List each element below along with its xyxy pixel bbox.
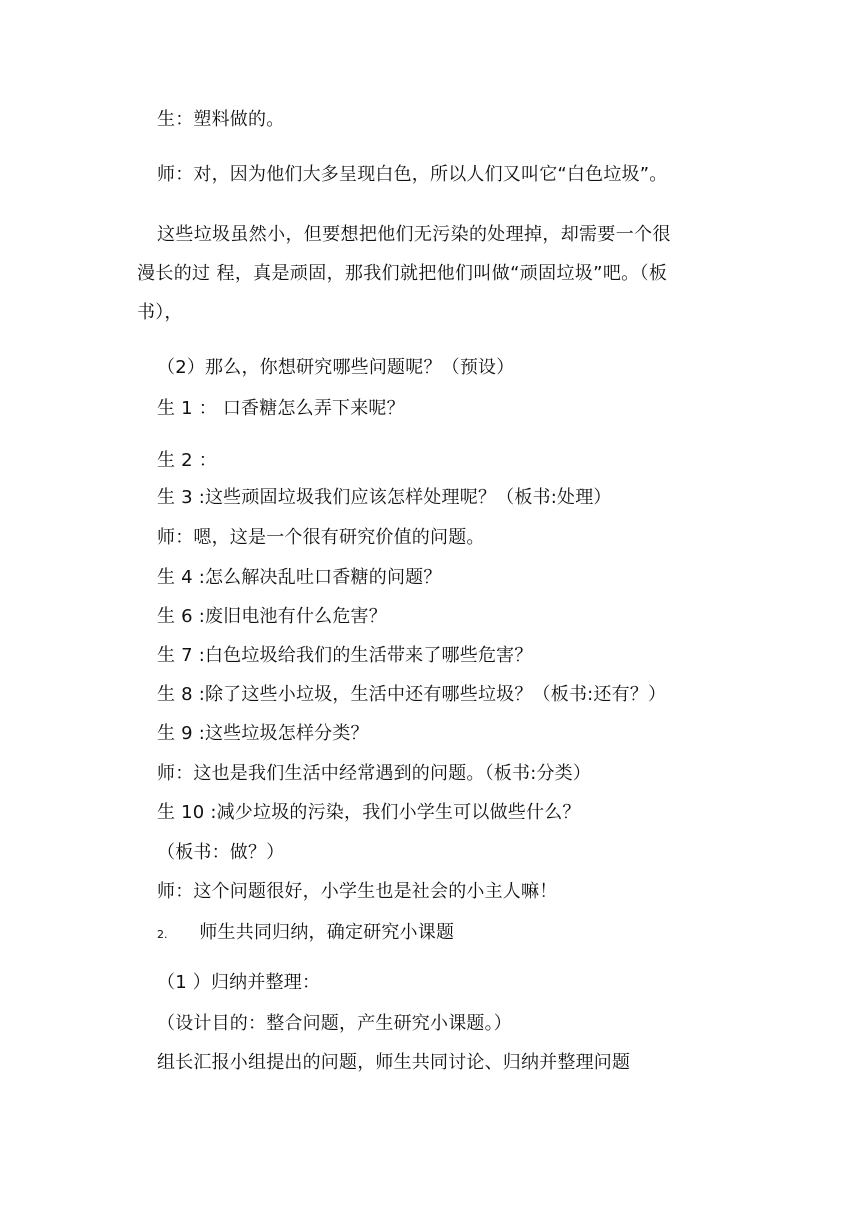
board-note-line: （板书：做？） xyxy=(157,842,285,863)
teacher-response-line-3: 师：这个问题很好，小学生也是社会的小主人嘛！ xyxy=(157,881,558,902)
numbered-item-2 xyxy=(157,922,454,946)
student-answer-line: 生：塑料做的。 xyxy=(157,109,285,130)
teacher-white-garbage-line: 师：对，因为他们大多呈现白色，所以人们又叫它“白色垃圾”。 xyxy=(157,164,668,185)
paragraph-line-2: 漫长的过 程，真是顽固，那我们就把他们叫做“顽固垃圾”吧。（板 xyxy=(137,263,668,284)
student-4-line: 生 4 :怎么解决乱吐口香糖的问题？ xyxy=(157,567,442,588)
numbered-item-text: 师生共同归纳，确定研究小课题 xyxy=(199,922,455,943)
student-6-line: 生 6 :废旧电池有什么危害？ xyxy=(157,606,387,627)
paragraph-line-1: 这些垃圾虽然小，但要想把他们无污染的处理掉，却需要一个很 xyxy=(157,224,671,245)
summary-line: 组长汇报小组提出的问题，师生共同讨论、归纳并整理问题 xyxy=(157,1052,631,1073)
design-purpose-line: （设计目的：整合问题，产生研究小课题。） xyxy=(157,1013,512,1034)
teacher-response-line-1: 师：嗯，这是一个很有研究价值的问题。 xyxy=(157,527,485,548)
student-7-line: 生 7 :白色垃圾给我们的生活带来了哪些危害？ xyxy=(157,645,533,666)
paragraph-line-3: 书）， xyxy=(137,302,183,323)
student-2-line: 生 2 ： xyxy=(157,450,217,471)
student-1-line: 生 1 ： 口香糖怎么弄下来呢？ xyxy=(157,398,405,419)
question-heading: （2）那么，你想研究哪些问题呢？（预设） xyxy=(157,357,515,378)
student-9-line: 生 9 :这些垃圾怎样分类？ xyxy=(157,723,369,744)
list-number: 2. xyxy=(157,928,168,941)
teacher-response-line-2: 师：这也是我们生活中经常遇到的问题。（板书:分类） xyxy=(157,763,592,784)
student-3-line: 生 3 :这些顽固垃圾我们应该怎样处理呢？（板书:处理） xyxy=(157,487,612,508)
subsection-heading: （1 ）归纳并整理： xyxy=(157,972,321,993)
student-10-line: 生 10 :减少垃圾的污染，我们小学生可以做些什么？ xyxy=(157,802,581,823)
student-8-line: 生 8 :除了这些小垃圾，生活中还有哪些垃圾？（板书:还有？） xyxy=(157,684,667,705)
